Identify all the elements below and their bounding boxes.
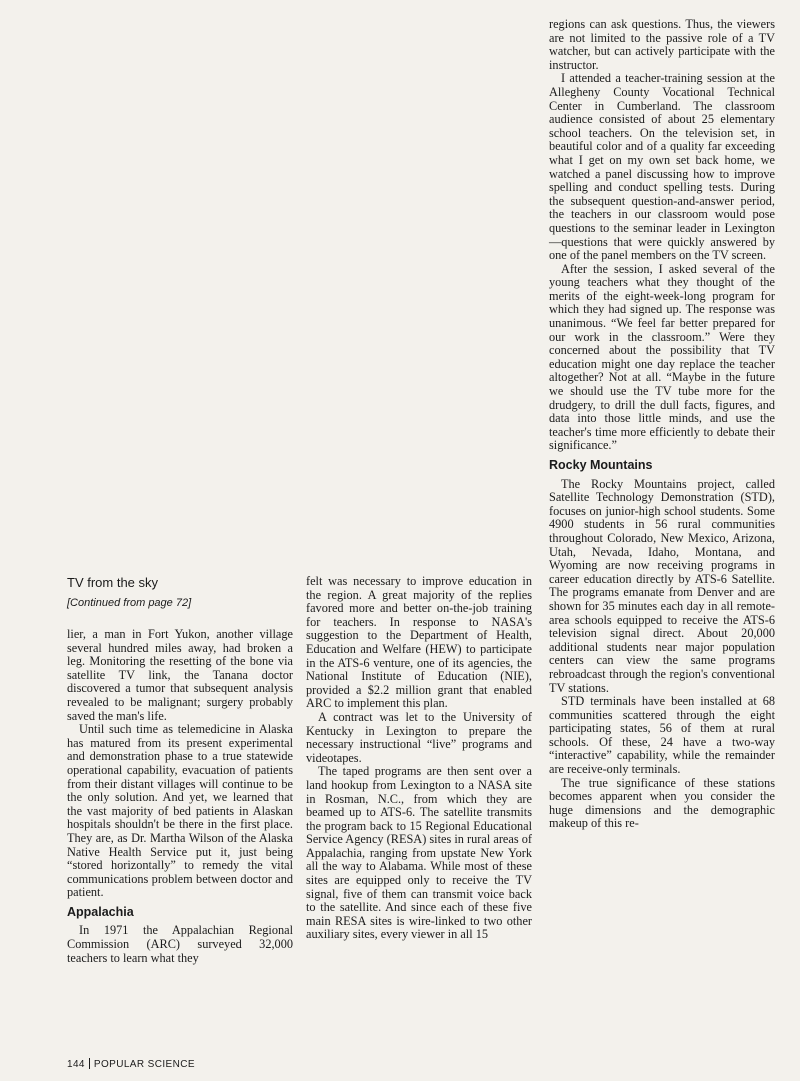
column-middle [306,575,532,942]
paragraph: A contract was let to the University of Kentucky in Lexington to prepare the necessary instructional “live” programs and videotapes. [306,709,532,765]
article-title: TV from the sky [67,575,159,590]
paragraph: felt was necessary to improve education in the region. A great majority of the replies favored more and better on-the-job training for teachers. In response to NASA's suggestion to the Department of Health, Education and Welfare (HEW) to participate in the ATS-6 venture, one of its agencies, the National Institute of Education (NIE), provided a $2.2 million grant that enabled ARC to implement this plan. [306,574,532,711]
footer-divider [89,1058,90,1069]
page-footer [67,1058,195,1070]
column-right [549,18,775,831]
continued-from-note: [Continued from page 72] [67,597,192,609]
paragraph: lier, a man in Fort Yukon, another village several hundred miles away, had broken a leg. Monitoring the resetting of the bone via satellite TV link, the Tanana doctor discovered a tumor that subsequent analysis revealed to be malignant; surgery probably saved the man's life. [67,627,293,723]
magazine-name: POPULAR SCIENCE [93,1059,195,1070]
paragraph: Until such time as telemedicine in Alaska has matured from its present experimental and demonstration phase to a true statewide operational capability, evacuation of patients from their distant villages will continue to be the only solution. And yet, we learned that the vast majority of bed patients in Alaskan hospitals shouldn't be there in the first place. They are, as Dr. Martha Wilson of the Alaska Native Health Service put it, just being “stored horizontally” to remedy the vital communications problem between doctor and patient. [67,722,293,900]
paragraph: The taped programs are then sent over a land hookup from Lexington to a NASA site in Rosman, N.C., from which they are beamed up to ATS-6. The satellite transmits the program back to 15 Regional Educational Service Agency (RESA) sites in rural areas of Appalachia, ranging from upstate New York all the way to Alabama. While most of these sites are equipped only to receive the TV signal, five of them can transmit voice back to the satellite. And since each of these five main RESA sites is wire-linked to two other auxiliary sites, every viewer in all 15 [306,764,532,942]
paragraph: regions can ask questions. Thus, the viewers are not limited to the passive role of a TV watcher, but can actively participate with the instructor. [549,17,775,72]
paragraph: The Rocky Mountains project, called Satellite Technology Demonstration (STD), focuses on junior-high school students. Some 4900 students in 56 rural communities throughout Colorado, New Mexico, Arizona, Utah, Nevada, Idaho, Montana, and Wyoming are now receiving programs in career education directly by ATS-6 Satellite. The programs emanate from Denver and are shown for 35 minutes each day in all remote-area schools equipped to receive the ATS-6 television signal direct. About 20,000 additional students near major population centers can view the same programs rebroadcast through the region's conventional TV stations. [549,476,775,695]
paragraph: The true significance of these stations becomes apparent when you consider the huge dimensions and the demographic makeup of this re- [549,775,775,831]
paragraph: In 1971 the Appalachian Regional Commission (ARC) surveyed 32,000 teachers to learn what they [67,923,293,965]
paragraph: After the session, I asked several of the young teachers what they thought of the merits of the eight-week-long program for which they had signed up. The response was unanimous. “We feel far better prepared for our work in the classroom.” Were they concerned about the possibility that TV education might one day replace the teacher altogether? Not at all. “Maybe in the future we should use the TV tube more for the drudgery, to drill the dull facts, figures, and data into those little minds, and use the teacher's time more efficiently to debate their significance.” [549,261,775,453]
section-heading-appalachia: Appalachia [67,904,134,919]
paragraph: STD terminals have been installed at 68 communities scattered through the eight participating states, 56 of them at rural schools. Of these, 24 have a two-way “interactive” capability, while the remainder are receive-only terminals. [549,694,775,777]
page-number: 144 [67,1059,85,1070]
section-heading-rocky-mountains: Rocky Mountains [549,458,653,472]
paragraph: I attended a teacher-training session at the Allegheny County Vocational Technical Center in Cumberland. The classroom audience consisted of about 25 elementary school teachers. On the television set, in beautiful color and of a quality far exceeding what I get on my own set back home, we watched a panel discussing how to improve spelling and conduct spelling tests. During the subsequent question-and-answer period, the teachers in our classroom would pose questions to the seminar leader in Lexington —questions that were quickly answered by one of the panel members on the TV screen. [549,71,775,263]
column-left [67,628,293,965]
